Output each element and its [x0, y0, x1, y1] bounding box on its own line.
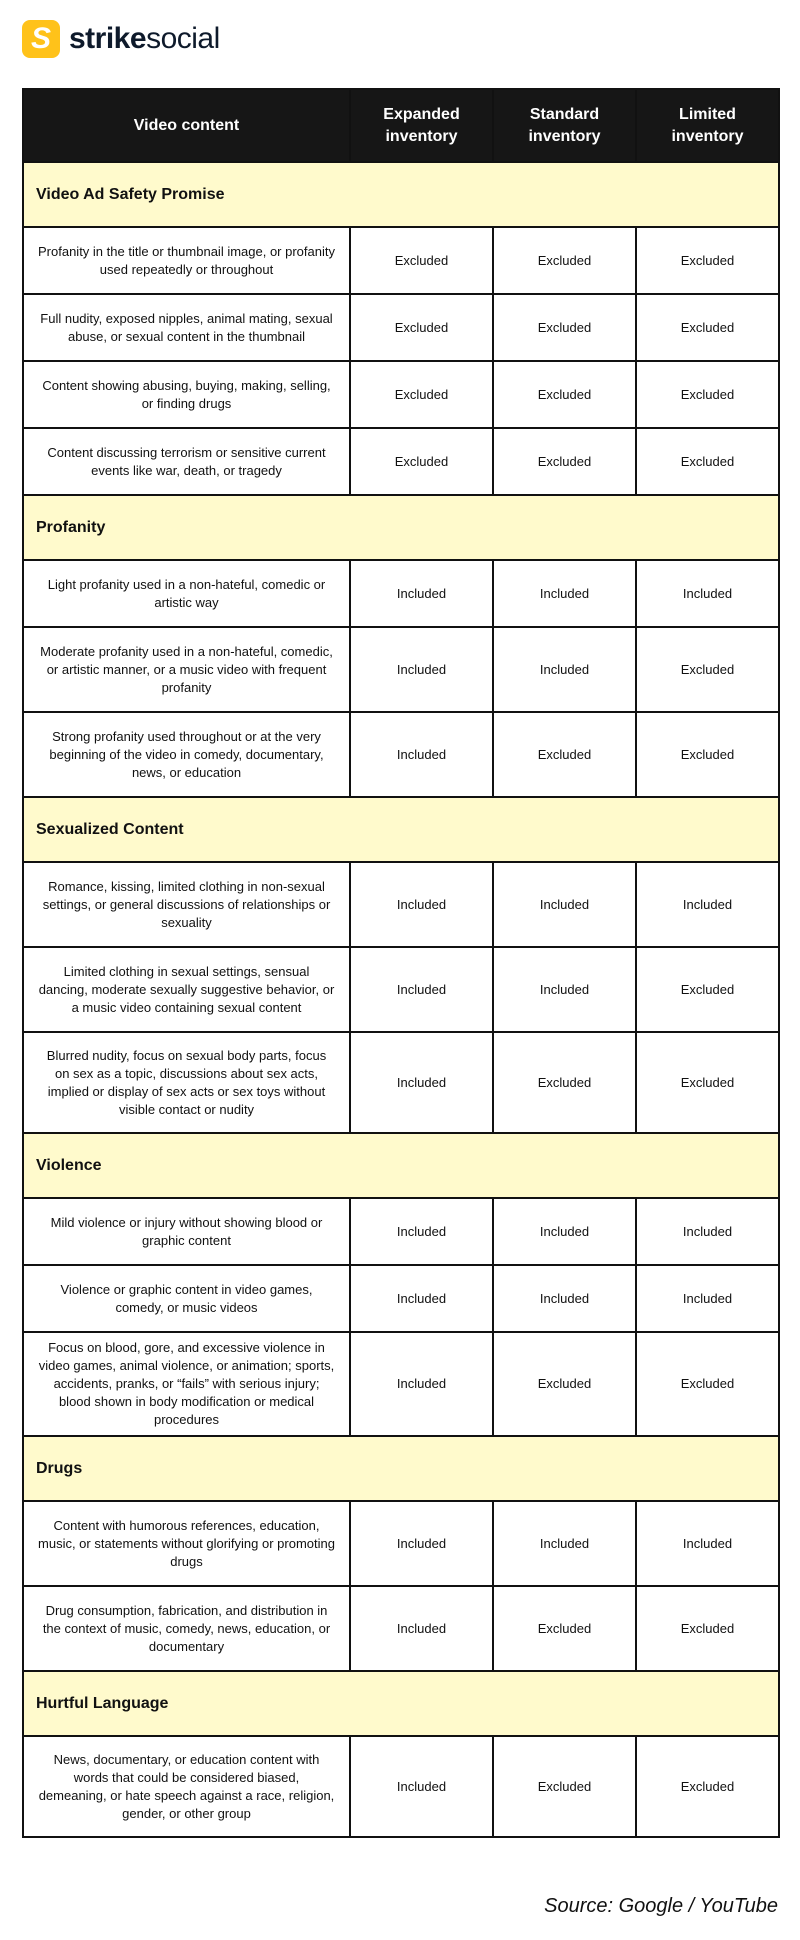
limited-inventory-cell: Excluded [636, 947, 779, 1032]
section-row [23, 797, 779, 862]
table-row [23, 1332, 779, 1436]
limited-inventory-cell: Excluded [636, 361, 779, 428]
table-body [23, 162, 779, 1837]
section-title: Profanity [23, 495, 779, 560]
standard-inventory-cell: Excluded [493, 361, 636, 428]
standard-inventory-cell: Included [493, 1265, 636, 1332]
video-content-cell: Profanity in the title or thumbnail image, or profanity used repeatedly or throughout [23, 227, 350, 294]
video-content-cell: Focus on blood, gore, and excessive violence in video games, animal violence, or animation; sports, accidents, pranks, or “fails” with serious injury; blood shown in body modification or medical procedures [23, 1332, 350, 1436]
standard-inventory-cell: Excluded [493, 1736, 636, 1837]
limited-inventory-cell: Excluded [636, 294, 779, 361]
limited-inventory-cell: Excluded [636, 428, 779, 495]
expanded-inventory-cell: Excluded [350, 294, 493, 361]
video-content-cell: Blurred nudity, focus on sexual body parts, focus on sex as a topic, discussions about sex acts, implied or display of sex acts or sex toys without visible contact or nudity [23, 1032, 350, 1133]
standard-inventory-cell: Included [493, 627, 636, 712]
limited-inventory-cell: Included [636, 862, 779, 947]
logo-text-bold: strike [69, 22, 147, 55]
source-caption: Source: Google / YouTube [544, 1895, 778, 1917]
limited-inventory-cell: Included [636, 1265, 779, 1332]
limited-inventory-cell: Excluded [636, 712, 779, 797]
video-content-cell: Limited clothing in sexual settings, sensual dancing, moderate sexually suggestive behavior, or a music video containing sexual content [23, 947, 350, 1032]
table-row [23, 1265, 779, 1332]
video-content-cell: Drug consumption, fabrication, and distribution in the context of music, comedy, news, education, or documentary [23, 1586, 350, 1671]
limited-inventory-cell: Excluded [636, 1032, 779, 1133]
strikesocial-logo-mark [22, 20, 60, 58]
expanded-inventory-cell: Included [350, 712, 493, 797]
section-row [23, 1133, 779, 1198]
limited-inventory-cell: Included [636, 1501, 779, 1586]
video-content-cell: Light profanity used in a non-hateful, comedic or artistic way [23, 560, 350, 627]
standard-inventory-cell: Excluded [493, 1586, 636, 1671]
expanded-inventory-cell: Included [350, 1198, 493, 1265]
table-row [23, 560, 779, 627]
section-row [23, 1671, 779, 1736]
table-row [23, 862, 779, 947]
expanded-inventory-cell: Included [350, 1265, 493, 1332]
expanded-inventory-cell: Included [350, 627, 493, 712]
table-row [23, 627, 779, 712]
table-row [23, 1198, 779, 1265]
table-row [23, 1501, 779, 1586]
standard-inventory-cell: Excluded [493, 428, 636, 495]
table-row [23, 1032, 779, 1133]
section-title: Hurtful Language [23, 1671, 779, 1736]
video-content-cell: Violence or graphic content in video games, comedy, or music videos [23, 1265, 350, 1332]
logo-glyph: S [30, 22, 51, 55]
logo-text-regular: social [146, 22, 220, 55]
section-row [23, 495, 779, 560]
video-content-cell: Content discussing terrorism or sensitive current events like war, death, or tragedy [23, 428, 350, 495]
limited-inventory-cell: Included [636, 560, 779, 627]
video-content-cell: News, documentary, or education content with words that could be considered biased, demeaning, or hate speech against a race, religion, gender, or other group [23, 1736, 350, 1837]
header-standard-inventory: Standard inventory [493, 89, 636, 162]
expanded-inventory-cell: Included [350, 1736, 493, 1837]
expanded-inventory-cell: Excluded [350, 361, 493, 428]
section-title: Drugs [23, 1436, 779, 1501]
header-video-content: Video content [23, 89, 350, 162]
expanded-inventory-cell: Included [350, 947, 493, 1032]
expanded-inventory-cell: Excluded [350, 428, 493, 495]
limited-inventory-cell: Excluded [636, 227, 779, 294]
standard-inventory-cell: Included [493, 947, 636, 1032]
table-row [23, 361, 779, 428]
table-row [23, 712, 779, 797]
expanded-inventory-cell: Included [350, 1501, 493, 1586]
table-row [23, 947, 779, 1032]
video-content-cell: Strong profanity used throughout or at the very beginning of the video in comedy, documentary, news, or education [23, 712, 350, 797]
expanded-inventory-cell: Included [350, 1586, 493, 1671]
video-content-cell: Moderate profanity used in a non-hateful, comedic, or artistic manner, or a music video with frequent profanity [23, 627, 350, 712]
standard-inventory-cell: Excluded [493, 227, 636, 294]
video-content-cell: Content with humorous references, education, music, or statements without glorifying or promoting drugs [23, 1501, 350, 1586]
video-content-cell: Romance, kissing, limited clothing in non-sexual settings, or general discussions of relationships or sexuality [23, 862, 350, 947]
expanded-inventory-cell: Included [350, 1032, 493, 1133]
video-content-cell: Full nudity, exposed nipples, animal mating, sexual abuse, or sexual content in the thumbnail [23, 294, 350, 361]
standard-inventory-cell: Excluded [493, 294, 636, 361]
video-content-cell: Content showing abusing, buying, making, selling, or finding drugs [23, 361, 350, 428]
section-row [23, 1436, 779, 1501]
table-row [23, 1736, 779, 1837]
section-title: Video Ad Safety Promise [23, 162, 779, 227]
inventory-table [22, 88, 780, 1838]
limited-inventory-cell: Excluded [636, 1736, 779, 1837]
limited-inventory-cell: Excluded [636, 627, 779, 712]
limited-inventory-cell: Included [636, 1198, 779, 1265]
expanded-inventory-cell: Excluded [350, 227, 493, 294]
table-row [23, 227, 779, 294]
limited-inventory-cell: Excluded [636, 1332, 779, 1436]
table-row [23, 1586, 779, 1671]
expanded-inventory-cell: Included [350, 862, 493, 947]
standard-inventory-cell: Included [493, 560, 636, 627]
standard-inventory-cell: Included [493, 1198, 636, 1265]
section-row [23, 162, 779, 227]
standard-inventory-cell: Excluded [493, 712, 636, 797]
table-row [23, 294, 779, 361]
limited-inventory-cell: Excluded [636, 1586, 779, 1671]
standard-inventory-cell: Excluded [493, 1332, 636, 1436]
expanded-inventory-cell: Included [350, 560, 493, 627]
expanded-inventory-cell: Included [350, 1332, 493, 1436]
logo-wordmark [69, 20, 220, 58]
video-content-cell: Mild violence or injury without showing blood or graphic content [23, 1198, 350, 1265]
table-row [23, 428, 779, 495]
standard-inventory-cell: Excluded [493, 1032, 636, 1133]
strikesocial-logo [22, 20, 220, 58]
section-title: Violence [23, 1133, 779, 1198]
header-expanded-inventory: Expanded inventory [350, 89, 493, 162]
standard-inventory-cell: Included [493, 1501, 636, 1586]
header-limited-inventory: Limited inventory [636, 89, 779, 162]
standard-inventory-cell: Included [493, 862, 636, 947]
table-header-row [23, 89, 779, 162]
section-title: Sexualized Content [23, 797, 779, 862]
